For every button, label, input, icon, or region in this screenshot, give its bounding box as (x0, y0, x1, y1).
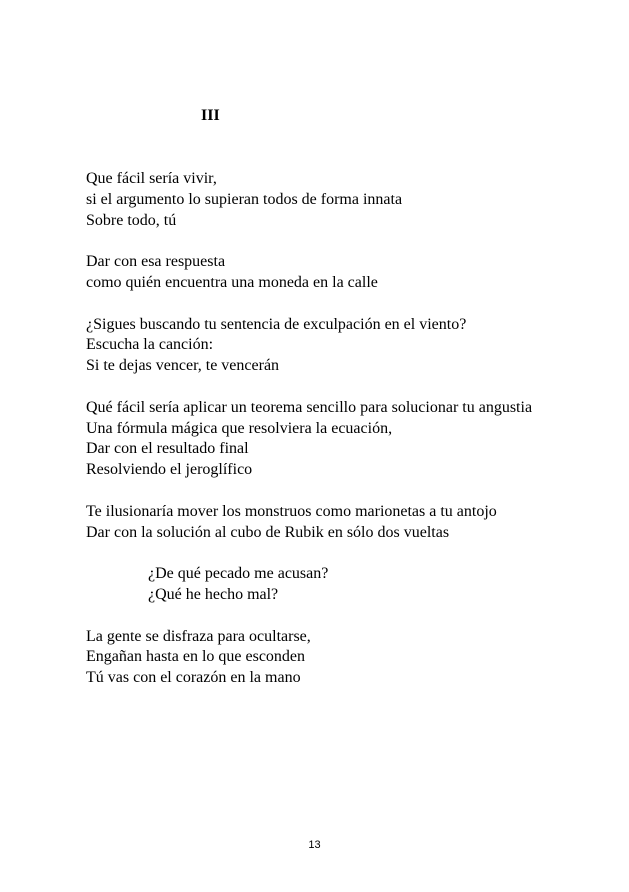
stanza-indented (86, 564, 546, 606)
poem-line: Qué fácil sería aplicar un teorema sencillo para solucionar tu angustia (86, 398, 533, 416)
poem-line: Escucha la canción: (86, 336, 214, 354)
poem-line: como quién encuentra una moneda en la calle (86, 273, 378, 291)
stanza (86, 169, 546, 231)
poem-line: Te ilusionaría mover los monstruos como marionetas a tu antojo (86, 502, 497, 520)
poem-body (86, 169, 546, 710)
poem-line: Dar con esa respuesta (86, 253, 226, 271)
poem-line: Resolviendo el jeroglífico (86, 461, 253, 479)
stanza (86, 627, 546, 689)
page-number: 13 (308, 839, 321, 851)
poem-line: Una fórmula mágica que resolviera la ecuación, (86, 419, 393, 437)
stanza (86, 398, 546, 481)
poem-line: La gente se disfraza para ocultarse, (86, 627, 311, 645)
poem-line: ¿Qué he hecho mal? (148, 585, 279, 603)
poem-line: si el argumento lo supieran todos de forma innata (86, 190, 403, 208)
poem-line: Dar con la solución al cubo de Rubik en sólo dos vueltas (86, 523, 450, 541)
poem-line: ¿De qué pecado me acusan? (148, 565, 329, 583)
poem-line: Sobre todo, tú (86, 211, 177, 229)
poem-line: Tú vas con el corazón en la mano (86, 669, 301, 687)
section-heading: III (201, 107, 220, 124)
poem-line: Dar con el resultado final (86, 440, 249, 458)
poem-line: ¿Sigues buscando tu sentencia de exculpación en el viento? (86, 315, 467, 333)
poem-line: Si te dejas vencer, te vencerán (86, 357, 280, 375)
stanza (86, 502, 546, 544)
poem-line: Que fácil sería vivir, (86, 170, 217, 187)
poem-line: Engañan hasta en lo que esconden (86, 648, 306, 666)
stanza (86, 252, 546, 294)
stanza (86, 315, 546, 377)
